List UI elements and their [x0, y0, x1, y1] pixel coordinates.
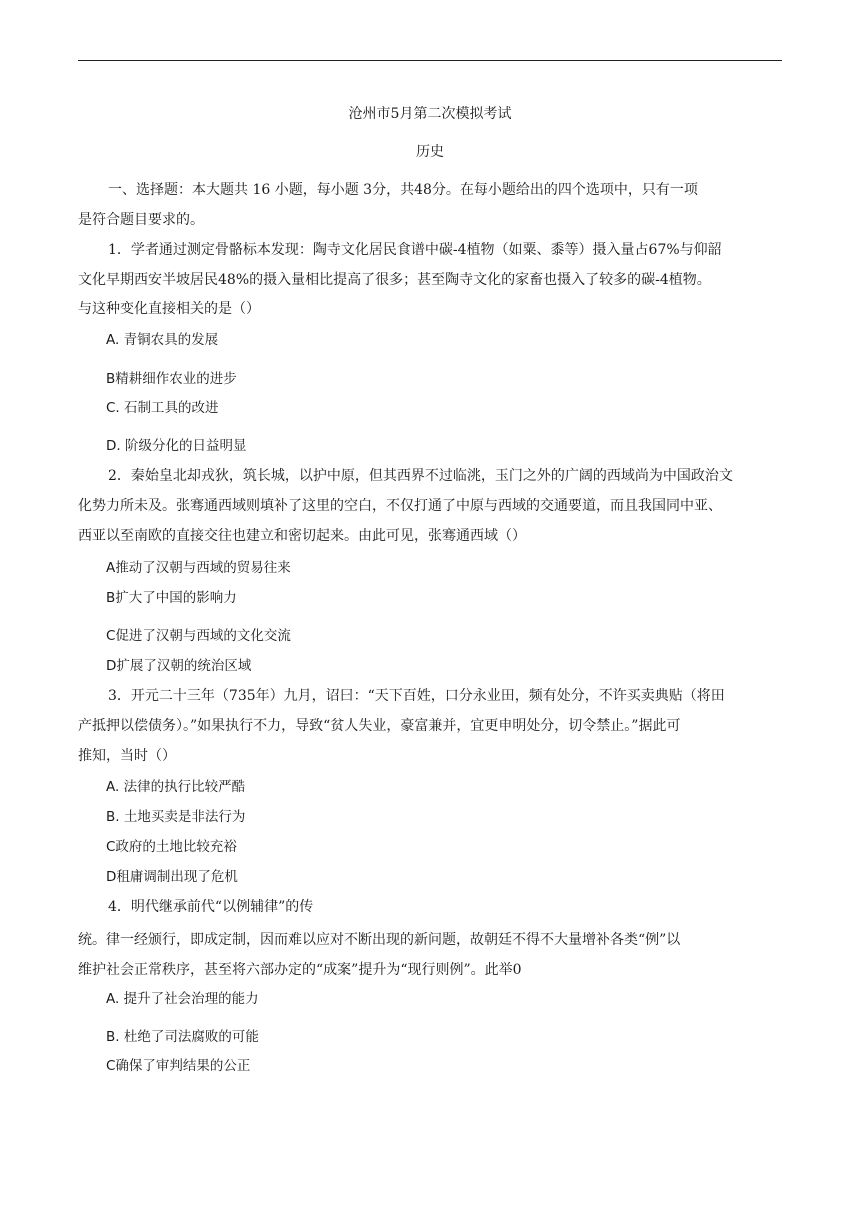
question-2-option-a: A推动了汉朝与西域的贸易往来	[106, 560, 291, 576]
question-4-line-1: 4．明代继承前代“以例辅律”的传	[108, 899, 314, 915]
question-1-option-d: D. 阶级分化的日益明显	[106, 438, 247, 454]
question-2-line-1: 2．秦始皇北却戎狄，筑长城，以护中原，但其西界不过临洮，玉门之外的广阔的西域尚为中国政治文	[108, 468, 733, 484]
question-3-option-a: A. 法律的执行比较严酷	[106, 779, 246, 795]
question-2-option-d: D扩展了汉朝的统治区域	[106, 658, 252, 674]
question-4-option-a: A. 提升了社会治理的能力	[106, 991, 259, 1007]
question-4-option-b: B. 杜绝了司法腐败的可能	[106, 1029, 259, 1045]
question-4-line-3: 维护社会正常秩序，甚至将六部办定的“成案”提升为“现行则例”。此举0	[78, 962, 522, 978]
question-1-line-3: 与这种变化直接相关的是（）	[78, 301, 260, 317]
question-1-line-2: 文化早期西安半坡居民48%的摄入量相比提高了很多；甚至陶寺文化的家畜也摄入了较多的碳-4植物。	[78, 272, 711, 288]
question-1-option-a: A. 青铜农具的发展	[106, 332, 219, 348]
question-3-line-3: 推知，当时（）	[78, 748, 176, 764]
question-1-line-1: 1．学者通过测定骨骼标本发现：陶寺文化居民食谱中碳-4植物（如粟、黍等）摄入量占67%与仰韶	[108, 242, 722, 258]
question-3-option-c: C政府的土地比较充裕	[106, 839, 237, 855]
section-instructions-line-1: 一、选择题：本大题共 16 小题，每小题 3分，共48分。在每小题给出的四个选项中，只有一项	[108, 182, 698, 198]
question-1-option-b: B精耕细作农业的进步	[106, 371, 237, 387]
question-3-option-b: B. 土地买卖是非法行为	[106, 809, 246, 825]
section-instructions-line-2: 是符合题目要求的。	[78, 212, 204, 228]
question-3-option-d: D租庸调制出现了危机	[106, 869, 238, 885]
exam-subject: 历史	[416, 144, 444, 160]
question-3-line-1: 3．开元二十三年（735年）九月，诏曰：“天下百姓，口分永业田，频有处分，不许买卖典贴（将田	[108, 688, 725, 704]
question-4-line-2: 统。律一经颁行，即成定制，因而难以应对不断出现的新问题，故朝廷不得不大量增补各类“例”以	[78, 932, 681, 948]
question-1-option-c: C. 石制工具的改进	[106, 400, 219, 416]
question-2-option-b: B扩大了中国的影响力	[106, 590, 237, 606]
question-2-line-2: 化势力所未及。张骞通西域则填补了这里的空白，不仅打通了中原与西域的交通要道，而且我国同中亚、	[78, 498, 722, 514]
question-2-line-3: 西亚以至南欧的直接交往也建立和密切起来。由此可见，张骞通西域（）	[78, 528, 526, 544]
header-rule	[78, 60, 782, 61]
question-4-option-c: C确保了审判结果的公正	[106, 1058, 251, 1074]
question-2-option-c: C促进了汉朝与西域的文化交流	[106, 628, 291, 644]
exam-title: 沧州市5月第二次模拟考试	[348, 106, 512, 122]
question-3-line-2: 产抵押以偿债务）。”如果执行不力，导致“贫人失业，豪富兼并，宜更申明处分，切令禁止。”据此可	[78, 718, 681, 734]
